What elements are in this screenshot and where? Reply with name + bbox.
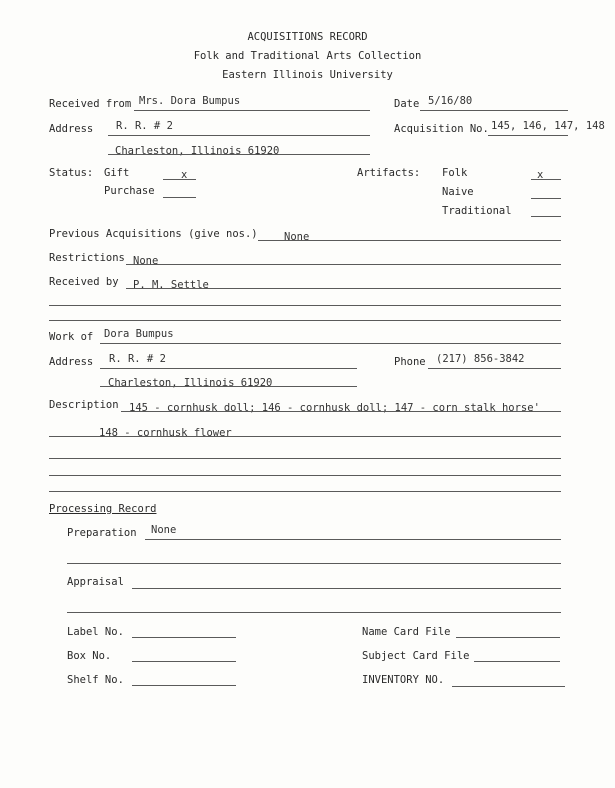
work-of-value: Dora Bumpus [104, 328, 174, 340]
description-line4 [49, 475, 561, 476]
subject-card-file-line [474, 661, 560, 662]
restrictions-value: None [133, 255, 159, 267]
label-no-label: Label No. [67, 626, 124, 638]
appraisal-label: Appraisal [67, 576, 124, 588]
work-of-line [100, 343, 561, 344]
inventory-no-label: INVENTORY NO. [362, 674, 445, 686]
traditional-label: Traditional [442, 205, 512, 217]
previous-acquisitions-line [258, 240, 561, 241]
preparation-label: Preparation [67, 527, 137, 539]
work-address-line2-line [100, 386, 357, 387]
description-line2-value: 148 - cornhusk flower [99, 427, 232, 439]
subject-card-file-label: Subject Card File [362, 650, 470, 662]
folk-mark: x [537, 169, 544, 181]
blank-line-2 [49, 320, 561, 321]
description-label: Description [49, 399, 119, 411]
acquisition-no-line [488, 135, 568, 136]
preparation-line [145, 539, 561, 540]
collection-name: Folk and Traditional Arts Collection [193, 50, 422, 62]
name-card-file-line [456, 637, 560, 638]
phone-label: Phone [394, 356, 426, 368]
appraisal-blank-line [67, 612, 561, 613]
gift-mark: x [181, 169, 188, 181]
description-line2 [49, 436, 561, 437]
appraisal-line [132, 588, 561, 589]
address-line1-line [108, 135, 370, 136]
work-address-line1-value: R. R. # 2 [109, 353, 166, 365]
artifacts-label: Artifacts: [357, 167, 421, 179]
work-address-line1-line [100, 368, 357, 369]
purchase-label: Purchase [104, 185, 155, 197]
university-name: Eastern Illinois University [222, 69, 393, 81]
address-line2-value: Charleston, Illinois 61920 [115, 145, 280, 157]
address-line1-value: R. R. # 2 [116, 120, 173, 132]
work-address-label: Address [49, 356, 94, 368]
work-address-line2-value: Charleston, Illinois 61920 [108, 377, 273, 389]
work-of-label: Work of [49, 331, 94, 343]
address-line2-line [108, 154, 370, 155]
received-from-line [134, 110, 370, 111]
description-line1-value: 145 - cornhusk doll; 146 - cornhusk doll; 147 - corn stalk horse' [129, 402, 540, 414]
previous-acquisitions-label: Previous Acquisitions (give nos.) [49, 228, 258, 240]
naive-label: Naive [442, 186, 474, 198]
date-value: 5/16/80 [428, 95, 473, 107]
phone-value: (217) 856-3842 [436, 353, 525, 365]
name-card-file-label: Name Card File [362, 626, 451, 638]
description-line1 [121, 411, 561, 412]
phone-line [428, 368, 561, 369]
date-label: Date [394, 98, 420, 110]
box-no-label: Box No. [67, 650, 112, 662]
received-from-value: Mrs. Dora Bumpus [139, 95, 241, 107]
inventory-no-line [452, 686, 565, 687]
gift-line [163, 179, 196, 180]
box-no-line [132, 661, 236, 662]
date-line [420, 110, 568, 111]
shelf-no-label: Shelf No. [67, 674, 124, 686]
restrictions-line [126, 264, 561, 265]
naive-line [531, 198, 561, 199]
blank-line-1 [49, 305, 561, 306]
processing-record-heading: Processing Record [49, 503, 157, 515]
acquisition-no-label: Acquisition No. [394, 123, 489, 135]
received-by-value: P. M. Settle [133, 279, 209, 291]
received-by-label: Received by [49, 276, 119, 288]
preparation-blank-line [67, 563, 561, 564]
preparation-value: None [151, 524, 177, 536]
status-label: Status: [49, 167, 94, 179]
restrictions-label: Restrictions [49, 252, 125, 264]
address-label: Address [49, 123, 94, 135]
previous-acquisitions-value: None [284, 231, 310, 243]
traditional-line [531, 216, 561, 217]
received-by-line [126, 288, 561, 289]
label-no-line [132, 637, 236, 638]
description-line5 [49, 491, 561, 492]
received-from-label: Received from [49, 98, 132, 110]
folk-line [531, 179, 561, 180]
purchase-line [163, 197, 196, 198]
gift-label: Gift [104, 167, 130, 179]
acquisition-no-value: 145, 146, 147, 148 [491, 120, 605, 132]
folk-label: Folk [442, 167, 468, 179]
shelf-no-line [132, 685, 236, 686]
form-title: ACQUISITIONS RECORD [247, 31, 368, 43]
description-line3 [49, 458, 561, 459]
